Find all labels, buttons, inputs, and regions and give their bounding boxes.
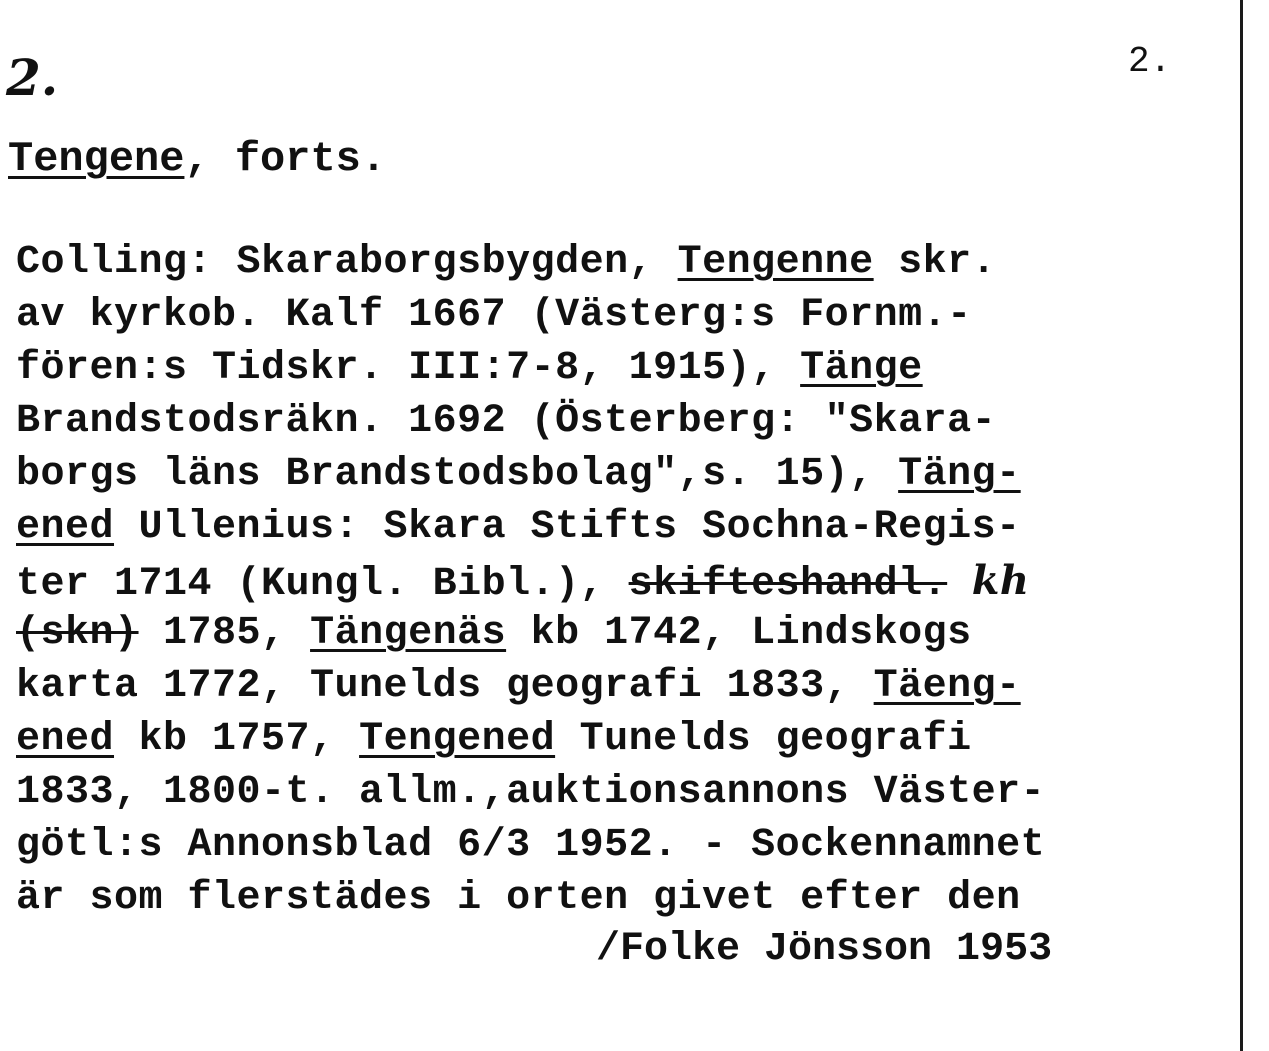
text-line (16, 662, 1021, 712)
heading (8, 133, 386, 185)
text-line (16, 715, 972, 765)
page-number: 2. (1128, 41, 1172, 82)
text-segment: Colling: Skaraborgsbygden, (16, 240, 678, 285)
text-segment: ter 1714 (Kungl. Bibl.), (16, 562, 629, 607)
text-segment: fören:s Tidskr. III:7-8, 1915), (16, 346, 801, 391)
struck-through-text: (skn) (16, 611, 139, 656)
text-segment: borgs läns Brandstodsbolag",s. 15), (16, 452, 899, 497)
text-segment (947, 562, 972, 607)
underlined-place-name: ened (16, 505, 115, 550)
text-segment: Tunelds geografi (555, 717, 972, 762)
text-line (16, 397, 996, 447)
text-line (16, 556, 1029, 610)
text-segment: 1785, (138, 611, 311, 656)
struck-through-text: skifteshandl. (628, 562, 948, 607)
text-line (16, 821, 1045, 871)
text-segment: 1833, 1800-t. allm.,auktionsannons Väster- (16, 770, 1046, 815)
text-segment: av kyrkob. Kalf 1667 (Västerg:s Fornm.- (16, 293, 972, 338)
text-segment: kb 1742, Lindskogs (506, 611, 972, 656)
card-edge-line (1240, 0, 1243, 1051)
signature: /Folke Jönsson 1953 (596, 927, 1053, 972)
text-line (16, 238, 996, 288)
text-line (16, 450, 1021, 500)
text-line (16, 503, 1021, 553)
text-segment: kb 1757, (114, 717, 360, 762)
heading-place-name: Tengene (8, 135, 185, 183)
text-segment: skr. (873, 240, 997, 285)
handwritten-annotation: kh (971, 557, 1030, 604)
text-segment: är som flerstädes i orten givet efter den (16, 876, 1021, 921)
underlined-place-name: Tänge (800, 346, 923, 391)
handwritten-page-mark: 2. (6, 48, 59, 107)
underlined-place-name: Täng- (898, 452, 1021, 497)
underlined-place-name: Tängenäs (310, 611, 507, 656)
text-line (16, 874, 1021, 924)
text-line (16, 609, 972, 659)
text-line (16, 291, 972, 341)
text-segment: Ullenius: Skara Stifts Sochna-Regis- (114, 505, 1021, 550)
text-segment: Brandstodsräkn. 1692 (Österberg: "Skara- (16, 399, 997, 444)
text-line (16, 768, 1045, 818)
text-segment: karta 1772, Tunelds geografi 1833, (16, 664, 874, 709)
text-line (16, 344, 923, 394)
text-segment: götl:s Annonsblad 6/3 1952. - Sockennamnet (16, 823, 1046, 868)
underlined-place-name: Tengened (359, 717, 556, 762)
underlined-place-name: ened (16, 717, 115, 762)
heading-continuation: , forts. (184, 135, 387, 183)
underlined-place-name: Tengenne (677, 240, 874, 285)
underlined-place-name: Täeng- (873, 664, 1021, 709)
